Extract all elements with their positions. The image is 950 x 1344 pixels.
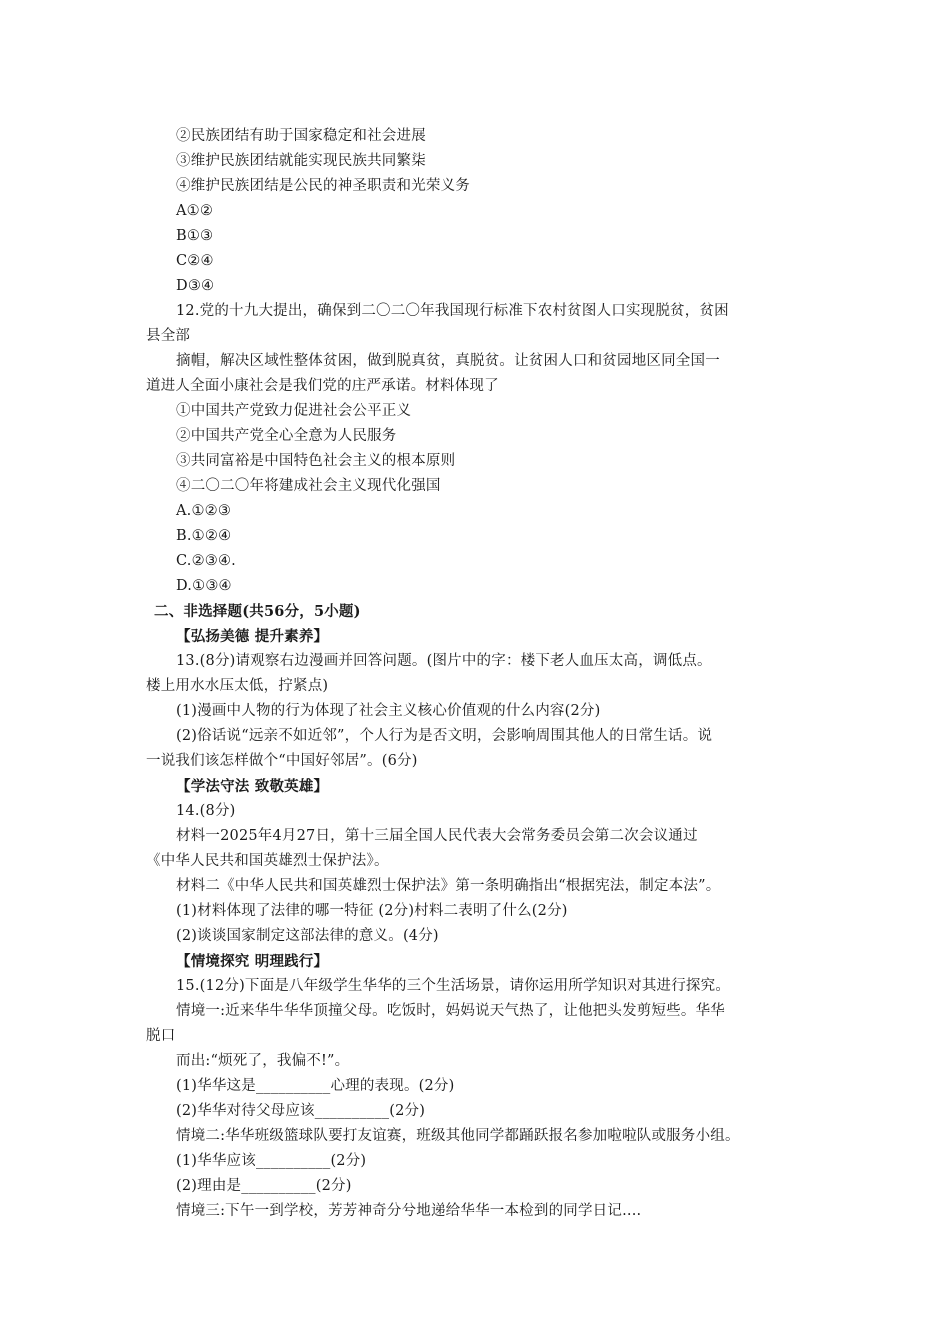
- option-line: ③维护民族团结就能实现民族共同繁柒: [176, 153, 426, 169]
- question-text-line: 楼上用水水压太低，拧紧点): [146, 678, 329, 694]
- sub-question: (1)漫画中人物的行为体现了社会主义核心价值观的什么内容(2分): [176, 703, 601, 719]
- question-text-line: 道进人全面小康社会是我们党的庄严承诺。材料体现了: [146, 378, 499, 394]
- option-line: ④二〇二〇年将建成社会主义现代化强国: [176, 478, 441, 494]
- scenario-line: 情境二:华华班级篮球队要打友谊赛，班级其他同学都踊跃报名参加啦啦队或服务小组。: [176, 1128, 740, 1144]
- sub-question: (2)俗话说“远亲不如近邻”，个人行为是否文明，会影响周围其他人的日常生话。说: [176, 728, 713, 744]
- option-line: ②民族团结有助于国家稳定和社会进展: [176, 128, 426, 144]
- question-13: 13.(8分)请观察右边漫画并回答问题。(图片中的字：楼下老人血压太高，调低点。: [176, 653, 712, 669]
- option-line: ①中国共产党致力促进社会公平正义: [176, 403, 412, 419]
- sub-question: (1)华华应该__________(2分): [176, 1153, 367, 1169]
- material-line: 材料二《中华人民共和国英雄烈士保护法》第一条明确指出“根据宪法，制定本法”。: [176, 878, 721, 894]
- scenario-line: 情境三:下午一到学校，芳芳神奇分兮地递给华华一本检到的同学日记....: [176, 1203, 642, 1219]
- sub-question: (1)华华这是__________心理的表现。(2分): [176, 1078, 455, 1094]
- subsection-heading: 【弘扬美德 提升素养】: [176, 628, 329, 645]
- material-line: 《中华人民共和国英雄烈士保护法》。: [146, 853, 389, 869]
- scenario-line: 情境一:近来华牛华华顶撞父母。吃饭时，妈妈说天气热了，让他把头发剪短些。华华: [176, 1003, 725, 1019]
- choice-line: D.①③④: [176, 578, 232, 594]
- sub-question: (2)谈谈国家制定这部法律的意义。(4分): [176, 928, 439, 944]
- question-text-line: 县全部: [146, 328, 191, 344]
- subsection-heading: 【学法守法 致敬英雄】: [176, 778, 329, 795]
- option-line: ②中国共产党全心全意为人民服务: [176, 428, 397, 444]
- question-12: 12.党的十九大提出，确保到二〇二〇年我国现行标准下农村贫图人口实现脱贫，贫困: [176, 303, 729, 319]
- document-page: [146, 124, 816, 1224]
- question-14: 14.(8分): [176, 803, 236, 819]
- choice-line: B①③: [176, 228, 214, 244]
- subsection-heading: 【情境探究 明理践行】: [176, 953, 329, 970]
- section-heading: 二、非选择题(共56分，5小题): [154, 603, 361, 620]
- sub-question: (1)材料体现了法律的哪一特征 (2分)村料二表明了什么(2分): [176, 903, 568, 919]
- scenario-line: 脱口: [146, 1028, 176, 1044]
- choice-line: A.①②③: [176, 503, 232, 519]
- choice-line: B.①②④: [176, 528, 232, 544]
- question-text-line: 一说我们该怎样做个“中国好邻居”。(6分): [146, 753, 418, 769]
- scenario-line: 而出:“烦死了，我偏不!”。: [176, 1053, 350, 1069]
- option-line: ④维护民族团结是公民的神圣职责和光荣义务: [176, 178, 470, 194]
- question-text-line: 摘帽，解决区域性整体贫困，做到脱真贫，真脱贫。让贫困人口和贫园地区同全国一: [176, 353, 720, 369]
- option-line: ③共同富裕是中国特色社会主义的根本原则: [176, 453, 456, 469]
- material-line: 材料一2025年4月27日，第十三届全国人民代表大会常务委员会第二次会议通过: [176, 828, 698, 844]
- choice-line: D③④: [176, 278, 215, 294]
- choice-line: A①②: [176, 203, 214, 219]
- sub-question: (2)华华对待父母应该__________(2分): [176, 1103, 426, 1119]
- choice-line: C②④: [176, 253, 214, 269]
- choice-line: C.②③④.: [176, 553, 236, 569]
- question-15: 15.(12分)下面是八年级学生华华的三个生活场景，请你运用所学知识对其进行探究。: [176, 978, 731, 994]
- sub-question: (2)理由是__________(2分): [176, 1178, 352, 1194]
